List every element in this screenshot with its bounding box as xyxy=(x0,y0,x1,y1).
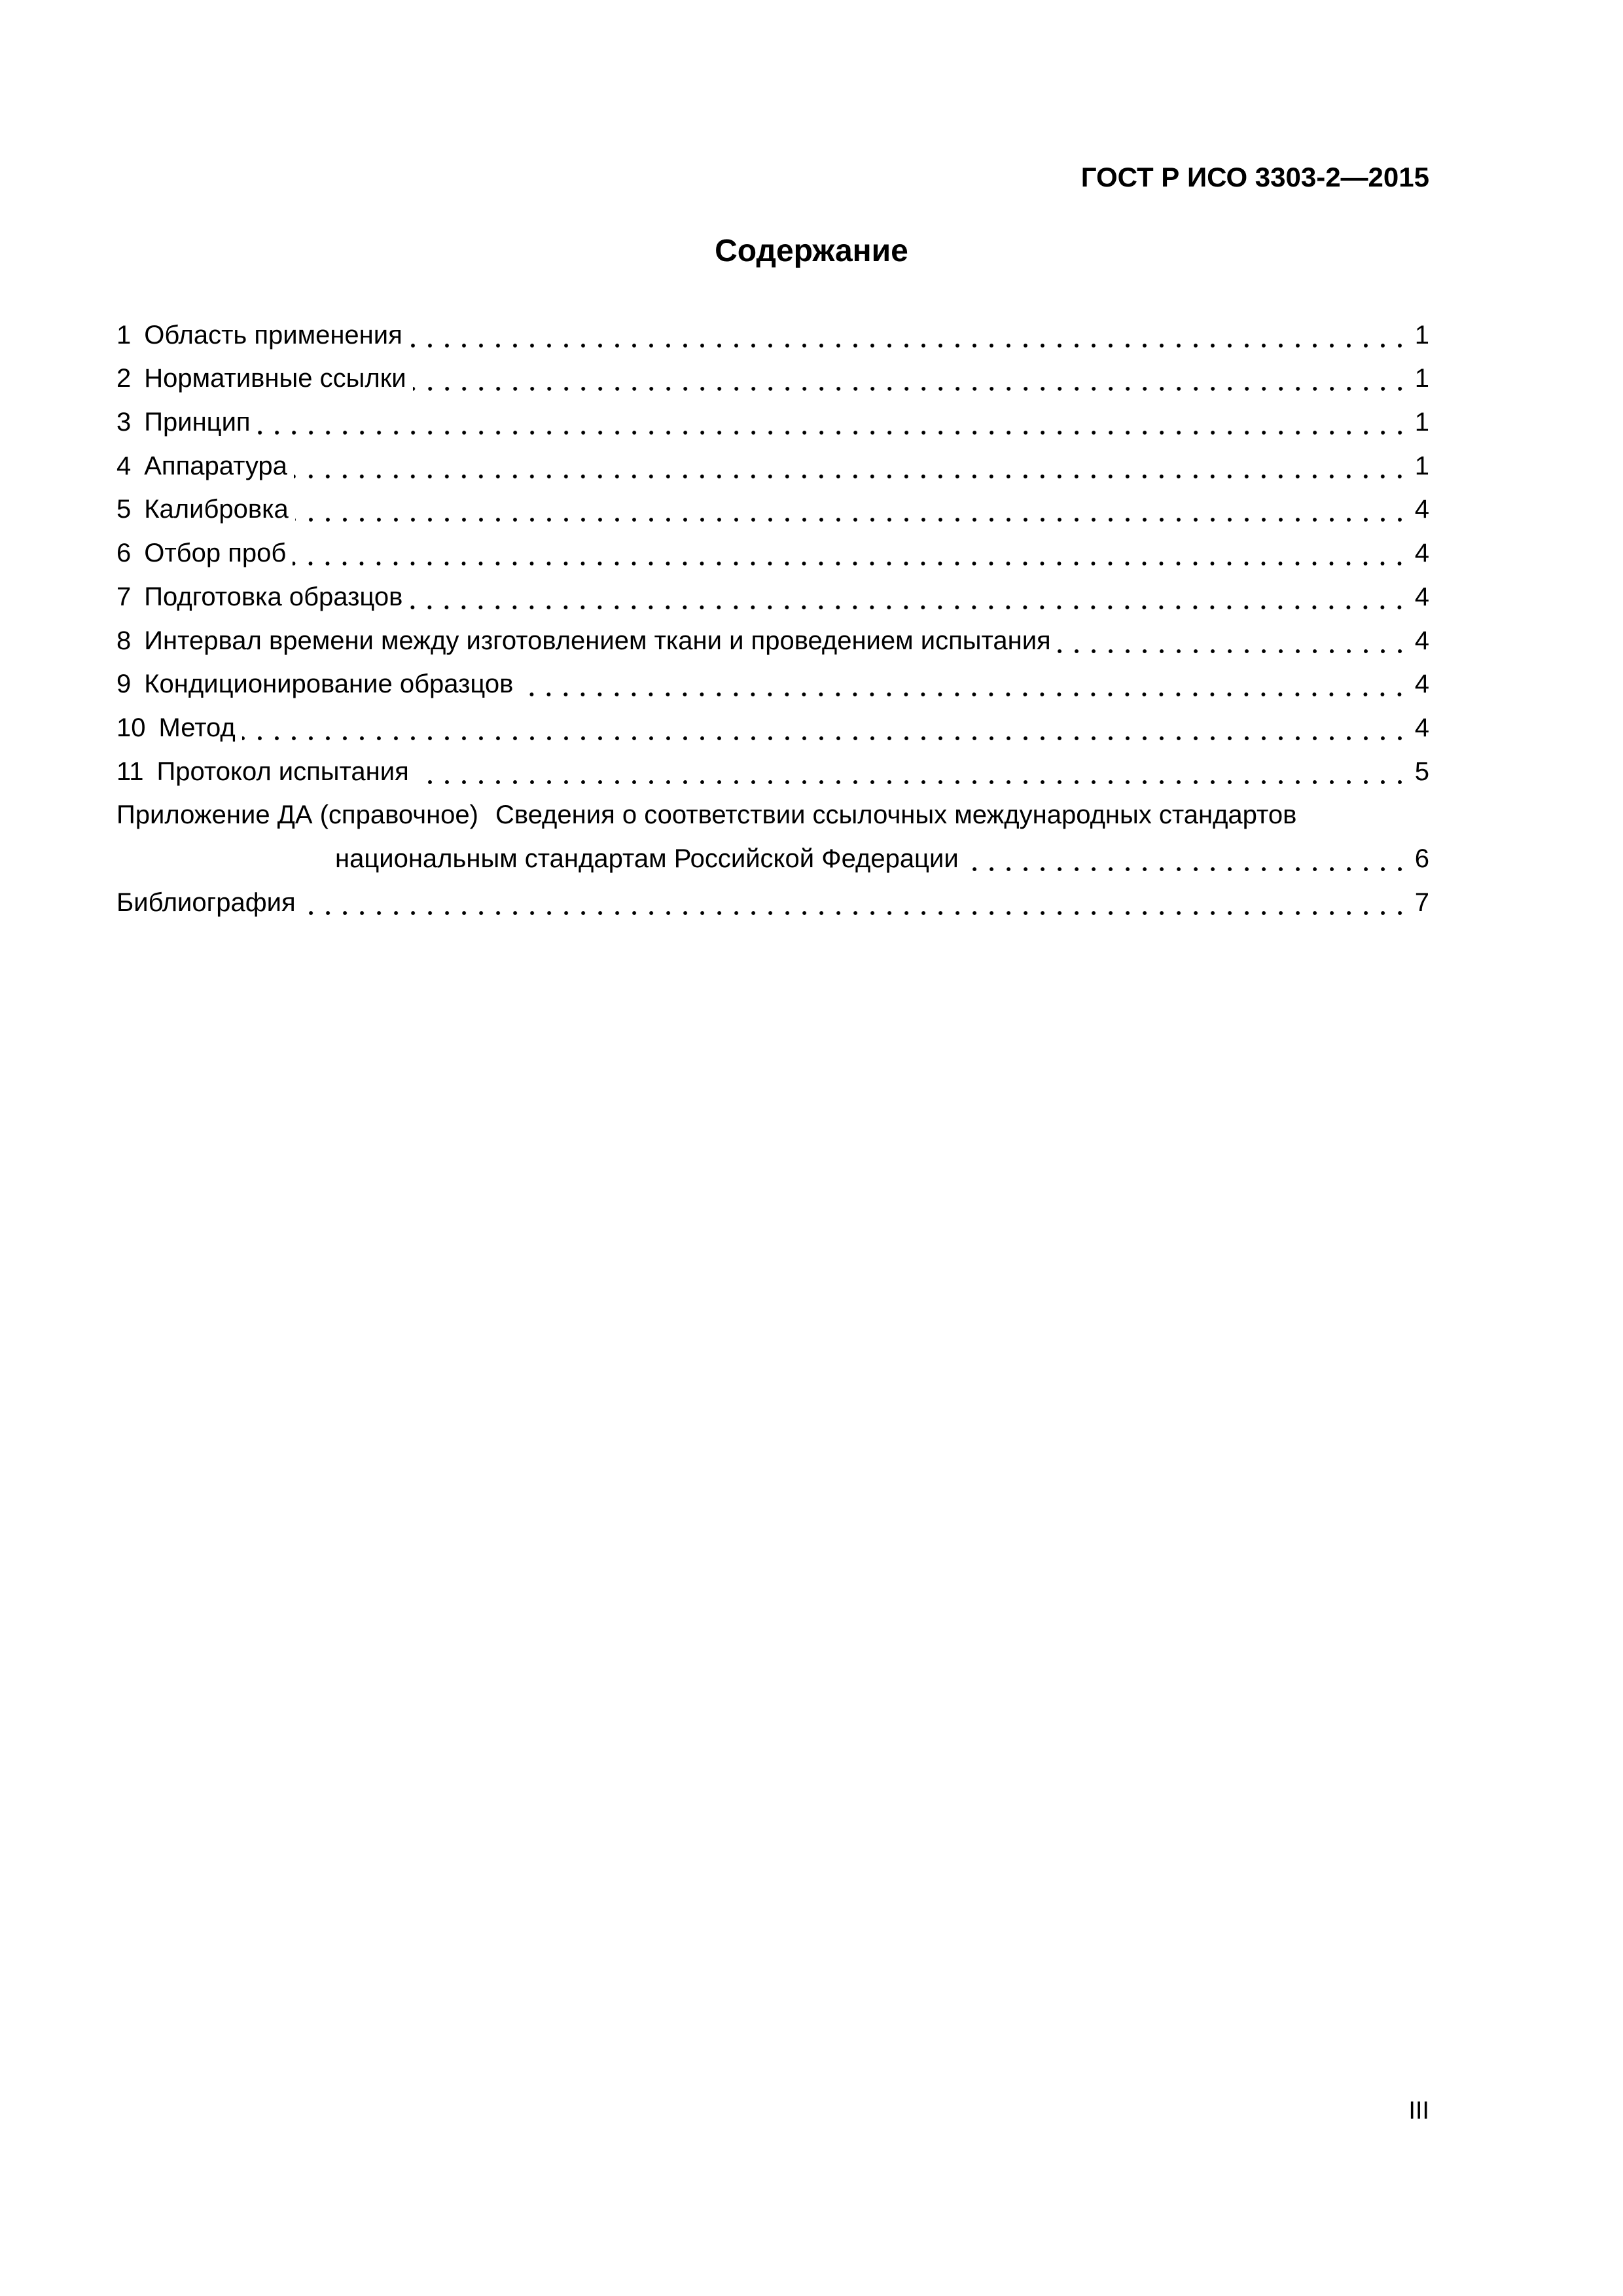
dot-leader xyxy=(294,448,1408,484)
dot-leader xyxy=(257,404,1408,440)
dot-leader xyxy=(1058,623,1408,658)
toc-entry-number: 5 xyxy=(116,495,132,524)
toc-entry-page: 6 xyxy=(1414,844,1429,873)
toc-entry-page: 4 xyxy=(1414,713,1429,742)
toc-entry-label: Калибровка xyxy=(144,495,289,524)
dot-leader xyxy=(413,361,1408,396)
toc-entry-10[interactable] xyxy=(116,702,1429,745)
toc-entry-label: Интервал времени между изготовлением ткани и проведением испытания xyxy=(144,626,1051,655)
toc-entry-8[interactable] xyxy=(116,615,1429,658)
toc-entry-page: 4 xyxy=(1414,495,1429,524)
toc-entry-page: 7 xyxy=(1414,888,1429,917)
toc-entry-7[interactable] xyxy=(116,571,1429,615)
toc-entry-label: Принцип xyxy=(144,408,251,437)
toc-entry-9[interactable] xyxy=(116,658,1429,702)
toc-entry-number: 6 xyxy=(116,539,132,568)
toc-entry-page: 1 xyxy=(1414,364,1429,393)
toc-entry-label: Подготовка образцов xyxy=(144,582,403,611)
toc-entry-number: 2 xyxy=(116,364,132,393)
page-title: Содержание xyxy=(715,234,908,268)
toc-entry-2[interactable] xyxy=(116,353,1429,397)
toc-entry-page: 4 xyxy=(1414,626,1429,655)
dot-leader xyxy=(293,535,1408,571)
toc-entry-number: 10 xyxy=(116,713,146,742)
toc-entry-5[interactable] xyxy=(116,484,1429,528)
annex-title-line2: национальным стандартам Российской Федерации xyxy=(335,844,959,873)
toc-entry-page: 1 xyxy=(1414,320,1429,350)
table-of-contents xyxy=(116,309,1429,920)
dot-leader xyxy=(965,841,1408,876)
toc-entry-label: Аппаратура xyxy=(144,451,287,480)
toc-entry-label: Протокол испытания xyxy=(156,757,409,786)
dot-leader xyxy=(520,666,1408,702)
toc-entry-1[interactable] xyxy=(116,309,1429,353)
toc-entry-page: 4 xyxy=(1414,582,1429,611)
toc-entry-label: Кондиционирование образцов xyxy=(144,670,514,699)
toc-entry-number: 3 xyxy=(116,408,132,437)
page-number: III xyxy=(1408,2097,1429,2125)
toc-entry-bibliography[interactable] xyxy=(116,876,1429,920)
toc-entry-4[interactable] xyxy=(116,440,1429,484)
dot-leader xyxy=(409,317,1408,353)
toc-entry-number: 9 xyxy=(116,670,132,699)
toc-entry-label: Область применения xyxy=(144,320,402,350)
dot-leader xyxy=(409,579,1408,615)
toc-entry-3[interactable] xyxy=(116,396,1429,440)
toc-entry-label: Библиография xyxy=(116,888,296,917)
toc-entry-page: 1 xyxy=(1414,451,1429,480)
toc-entry-number: 8 xyxy=(116,626,132,655)
toc-entry-page: 4 xyxy=(1414,670,1429,699)
toc-entry-number: 11 xyxy=(116,757,144,786)
toc-entry-page: 1 xyxy=(1414,408,1429,437)
toc-entry-number: 1 xyxy=(116,320,132,350)
toc-entry-6[interactable] xyxy=(116,527,1429,571)
dot-leader xyxy=(416,754,1408,789)
toc-entry-11[interactable] xyxy=(116,745,1429,789)
toc-entry-number: 4 xyxy=(116,451,132,480)
toc-entry-annex[interactable] xyxy=(116,789,1429,876)
toc-entry-label: Метод xyxy=(158,713,236,742)
standard-designation: ГОСТ Р ИСО 3303-2—2015 xyxy=(1080,162,1429,192)
annex-title-line1: Сведения о соответствии ссылочных международных стандартов xyxy=(495,800,1297,830)
dot-leader xyxy=(302,885,1408,920)
toc-entry-label: Отбор проб xyxy=(144,539,287,568)
toc-entry-page: 5 xyxy=(1414,757,1429,786)
dot-leader xyxy=(295,492,1408,527)
dot-leader xyxy=(242,710,1408,745)
toc-entry-label: Нормативные ссылки xyxy=(144,364,406,393)
annex-prefix: Приложение ДА (справочное) xyxy=(116,800,478,830)
toc-entry-number: 7 xyxy=(116,582,132,611)
toc-entry-page: 4 xyxy=(1414,539,1429,568)
